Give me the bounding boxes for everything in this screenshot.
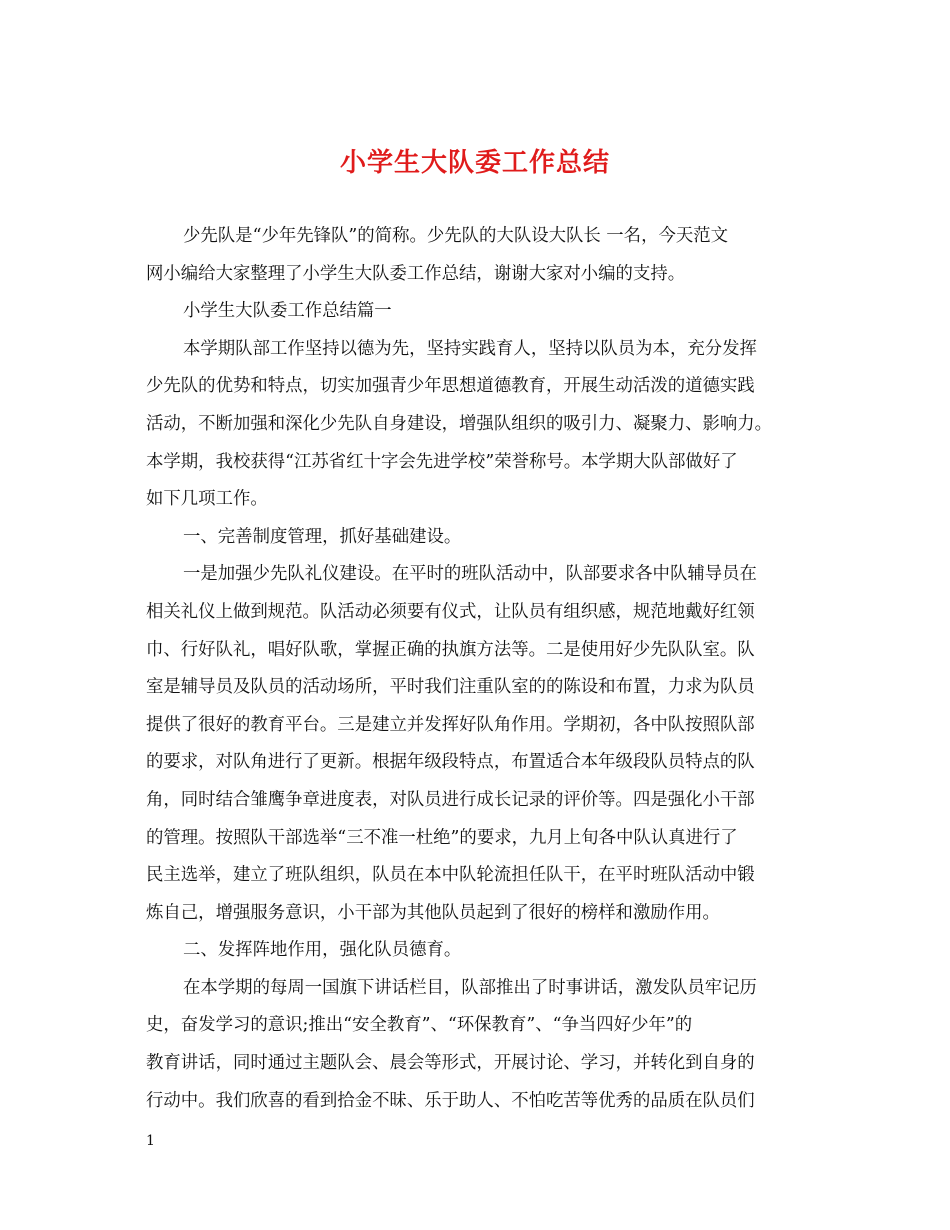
text-line: 炼自己，增强服务意识，小干部为其他队员起到了很好的榜样和激励作用。 — [146, 902, 720, 923]
text-line: 一是加强少先队礼仪建设。在平时的班队活动中，队部要求各中队辅导员在 — [183, 564, 757, 585]
text-line: 一、完善制度管理，抓好基础建设。 — [183, 526, 462, 547]
text-line: 室是辅导员及队员的活动场所，平时我们注重队室的的陈设和布置，力求为队员 — [146, 677, 755, 698]
text-line: 史，奋发学习的意识;推出“安全教育”、“环保教育”、“争当四好少年”的 — [146, 1015, 693, 1036]
text-line: 的要求，对队角进行了更新。根据年级段特点，布置适合本年级段队员特点的队 — [146, 752, 755, 773]
text-line: 活动，不断加强和深化少先队自身建设，增强队组织的吸引力、凝聚力、影响力。 — [146, 413, 773, 434]
text-line: 网小编给大家整理了小学生大队委工作总结，谢谢大家对小编的支持。 — [146, 263, 686, 284]
text-line: 如下几项工作。 — [146, 489, 268, 510]
text-line: 相关礼仪上做到规范。队活动必须要有仪式，让队员有组织感，规范地戴好红领 — [146, 601, 755, 622]
text-line: 角，同时结合雏鹰争章进度表，对队员进行成长记录的评价等。四是强化小干部 — [146, 789, 755, 810]
text-line: 本学期，我校获得“江苏省红十字会先进学校”荣誉称号。本学期大队部做好了 — [146, 451, 738, 472]
text-line: 本学期队部工作坚持以德为先，坚持实践育人，坚持以队员为本，充分发挥 — [183, 338, 757, 359]
text-line: 在本学期的每周一国旗下讲话栏目，队部推出了时事讲话，激发队员牢记历 — [183, 977, 757, 998]
page-number: 1 — [146, 1133, 155, 1149]
text-line: 少先队的优势和特点，切实加强青少年思想道德教育，开展生动活泼的道德实践 — [146, 376, 755, 397]
text-line: 民主选举，建立了班队组织，队员在本中队轮流担任队干，在平时班队活动中锻 — [146, 865, 755, 886]
text-line: 教育讲话，同时通过主题队会、晨会等形式，开展讨论、学习，并转化到自身的 — [146, 1053, 755, 1074]
text-line: 小学生大队委工作总结篇一 — [183, 301, 392, 322]
document-body — [146, 218, 808, 1120]
text-line: 二、发挥阵地作用，强化队员德育。 — [183, 940, 462, 961]
text-line: 巾、行好队礼，唱好队歌，掌握正确的执旗方法等。二是使用好少先队队室。队 — [146, 639, 755, 660]
text-line: 的管理。按照队干部选举“三不准一杜绝”的要求，九月上旬各中队认真进行了 — [146, 827, 738, 848]
text-line: 行动中。我们欣喜的看到拾金不昧、乐于助人、不怕吃苦等优秀的品质在队员们 — [146, 1090, 755, 1111]
text-line: 提供了很好的教育平台。三是建立并发挥好队角作用。学期初，各中队按照队部 — [146, 714, 755, 735]
text-line: 少先队是“少年先锋队”的简称。少先队的大队设大队长 一名，今天范文 — [183, 226, 729, 246]
document-title: 小学生大队委工作总结 — [339, 148, 610, 178]
